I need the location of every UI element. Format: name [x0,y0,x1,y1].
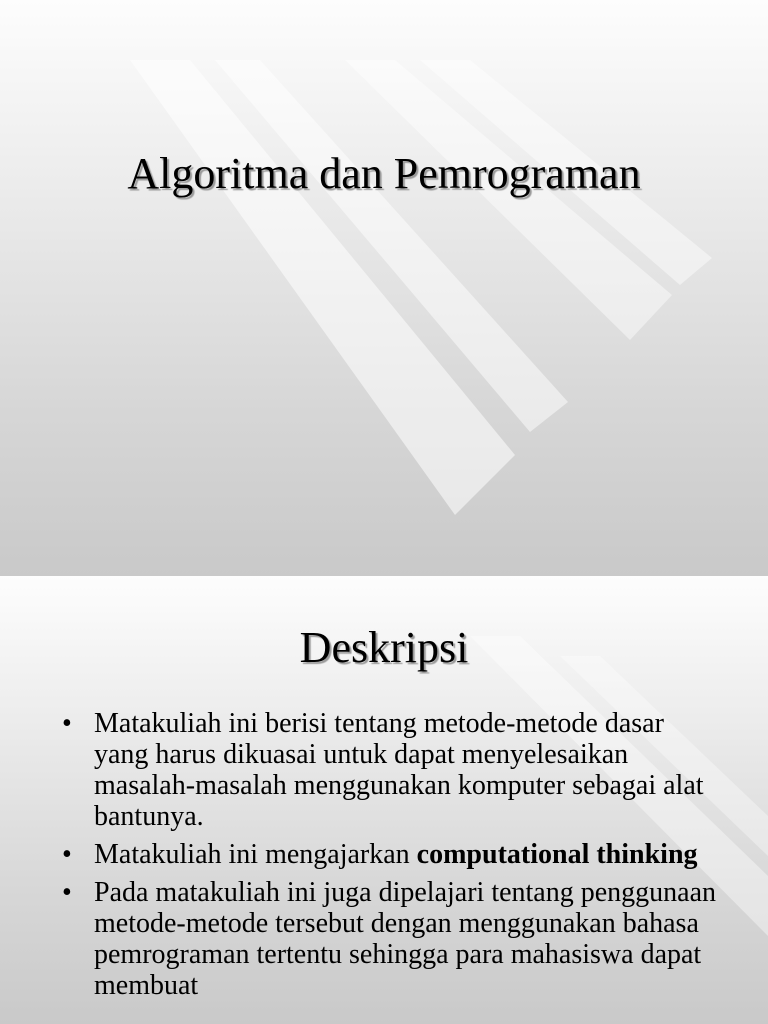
slide-heading: Deskripsi [299,623,469,672]
bullet-text: Pada matakuliah ini juga dipelajari tentang penggunaan metode-metode tersebut dengan menggunakan bahasa pemrograman tertentu sehingga para mahasiswa dapat membuat [94,877,717,1001]
bullet-text: Matakuliah ini berisi tentang metode-metode dasar yang harus dikuasai untuk dapat menyelesaikan masalah-masalah menggunakan komputer sebagai alat bantunya. [94,708,704,832]
list-item [62,877,722,1001]
bullet-icon: • [62,708,72,739]
list-item [62,839,722,870]
slide-description [0,576,768,1024]
presentation-title: Algoritma dan Pemrograman [127,149,641,198]
bullet-icon: • [62,877,72,908]
bullet-icon: • [62,839,72,870]
list-item [62,708,722,832]
bullet-text: Matakuliah ini mengajarkan [94,839,417,870]
bullet-list [62,708,722,1008]
bullet-bold-text: computational thinking [416,839,698,870]
